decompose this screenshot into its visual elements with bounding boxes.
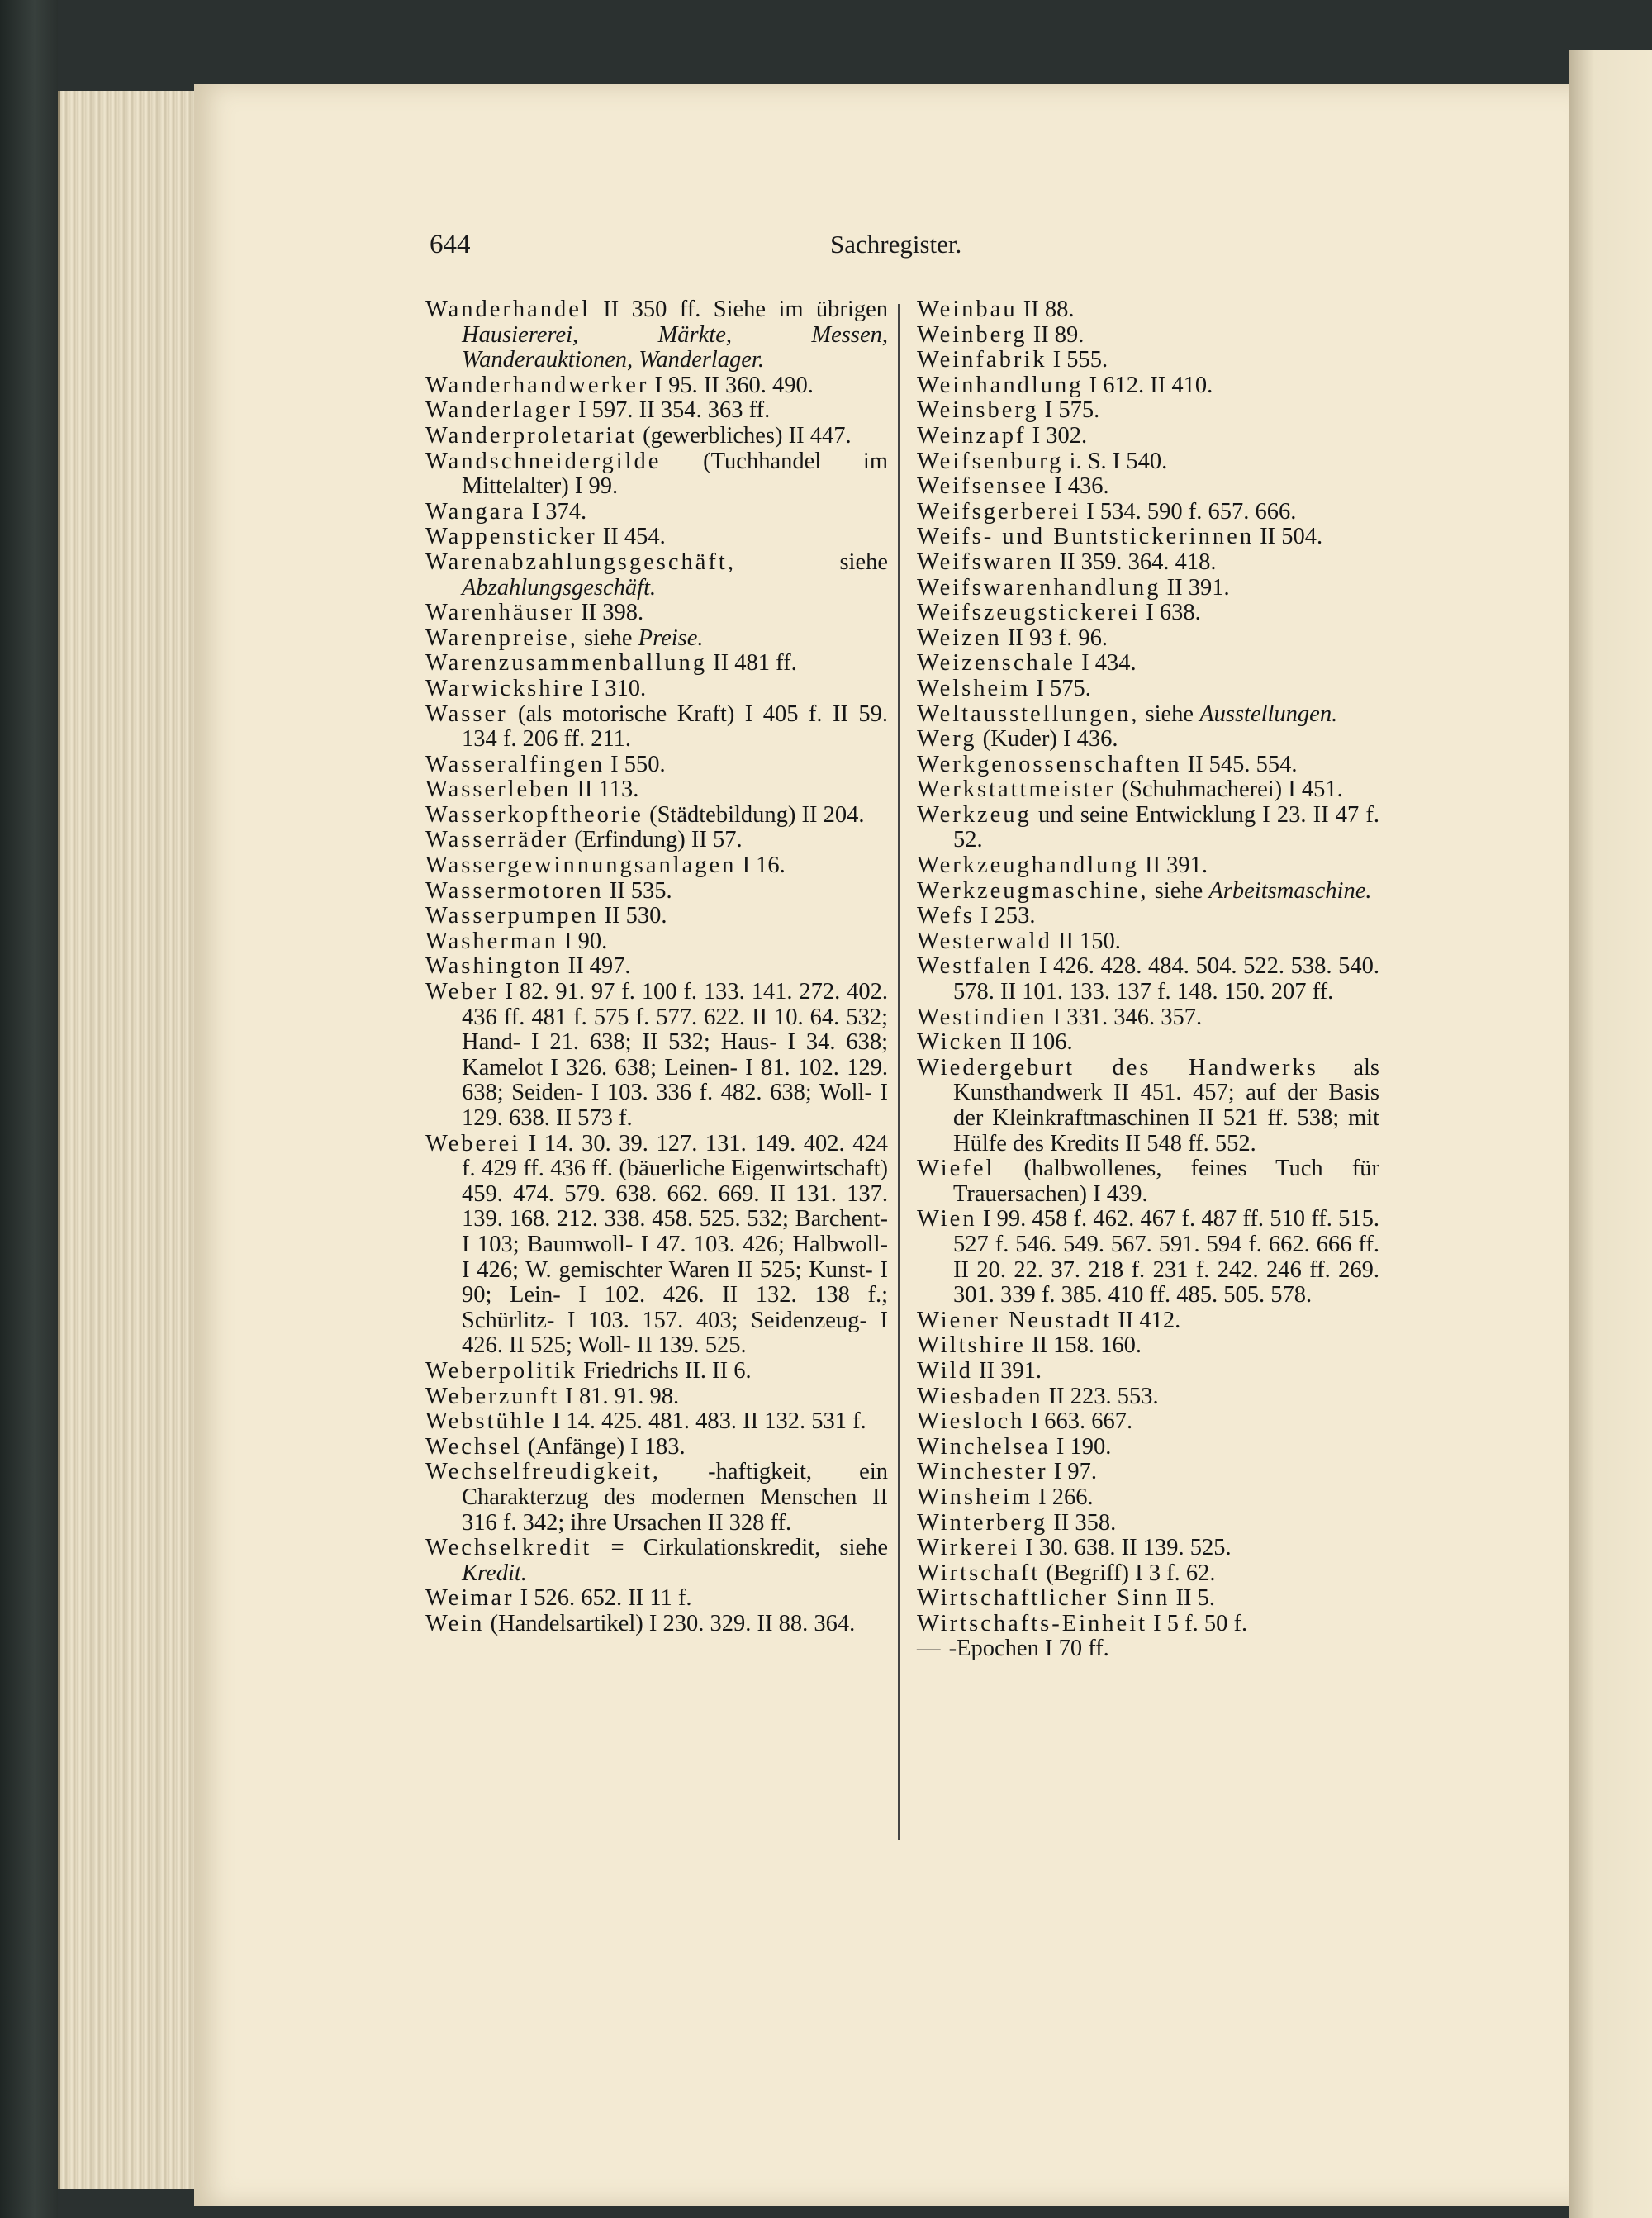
entry-headword: Wangara <box>425 498 526 525</box>
entry-references: (Schuhmacherei) I 451. <box>1115 777 1343 803</box>
entry-references: II 88. <box>1017 297 1075 322</box>
entry-headword: Weifswaren <box>917 549 1054 575</box>
index-entry <box>917 929 1379 955</box>
entry-headword: Wasserpumpen <box>425 903 599 929</box>
index-entry <box>917 1612 1379 1637</box>
entry-references: II 106. <box>1004 1029 1073 1056</box>
index-entry <box>917 1435 1379 1460</box>
index-entry <box>917 1384 1379 1410</box>
index-entry <box>917 879 1379 905</box>
entry-headword: Wiener Neustadt <box>917 1307 1113 1333</box>
index-entry <box>917 500 1379 525</box>
entry-references: I 426. 428. 484. 504. 522. 538. 540. 578. II 101. 133. 137 f. 148. 150. 207 ff. <box>953 953 1379 1005</box>
entry-crossref: Arbeitsmaschine. <box>1208 877 1372 904</box>
index-entry <box>917 753 1379 778</box>
entry-headword: Wirtschaft <box>917 1560 1041 1586</box>
index-entry <box>917 449 1379 475</box>
facing-page-gutter <box>1569 50 1652 2218</box>
index-entry <box>425 398 888 424</box>
index-entry <box>425 1359 888 1384</box>
entry-headword: Wicken <box>917 1029 1004 1056</box>
index-entry <box>425 550 888 601</box>
index-entry <box>425 879 888 905</box>
index-entry <box>917 803 1379 853</box>
entry-references: = Cirkulationskredit, siehe <box>591 1535 888 1561</box>
entry-references: -haftigkeit, ein Charakterzug des modernen Menschen II 316 f. 342; ihre Ursachen II 328 ff. <box>462 1459 888 1536</box>
index-entry <box>425 777 888 803</box>
entry-references: Friedrichs II. II 6. <box>577 1357 752 1384</box>
index-entry <box>425 702 888 753</box>
index-entry <box>917 904 1379 929</box>
entry-references: (Kuder) I 436. <box>976 726 1118 753</box>
index-entry <box>917 702 1379 728</box>
entry-references: I 190. <box>1050 1433 1112 1460</box>
entry-headword: Washerman <box>425 928 558 954</box>
index-entry <box>425 1435 888 1460</box>
index-entry <box>425 626 888 652</box>
index-entry <box>917 1460 1379 1485</box>
entry-references: II 223. 553. <box>1042 1383 1159 1409</box>
index-entry <box>425 297 888 373</box>
entry-references: I 663. 667. <box>1024 1408 1133 1435</box>
index-entry <box>917 1207 1379 1308</box>
entry-references: II 391. <box>1161 574 1230 601</box>
entry-references: I 526. 652. II 11 f. <box>514 1585 692 1612</box>
entry-references: (gewerbliches) II 447. <box>637 422 852 449</box>
entry-headword: Warenzusammenballung <box>425 650 708 677</box>
entry-references: und seine Entwicklung I 23. II 47 f. 52. <box>953 801 1379 853</box>
entry-references: I 612. II 410. <box>1083 372 1213 398</box>
entry-headword: Winchester <box>917 1459 1048 1485</box>
index-column-right <box>917 297 1379 1662</box>
index-entry <box>917 1333 1379 1359</box>
entry-references: I 14. 425. 481. 483. II 132. 531 f. <box>546 1408 866 1435</box>
index-entry <box>425 1536 888 1586</box>
index-entry <box>425 651 888 677</box>
entry-headword: Winterberg <box>917 1509 1048 1536</box>
index-entry <box>917 651 1379 677</box>
index-entry <box>917 1156 1379 1207</box>
entry-headword: Wefs <box>917 903 975 929</box>
entry-references: I 16. <box>736 853 786 879</box>
entry-references: II 530. <box>598 903 667 929</box>
entry-references: II 158. 160. <box>1025 1332 1142 1359</box>
entry-headword: Wanderproletariat <box>425 422 638 449</box>
book-cover-edge <box>0 0 58 2218</box>
index-entry <box>425 1132 888 1359</box>
entry-headword: Wechselkredit <box>425 1535 592 1561</box>
entry-headword: Wild <box>917 1357 973 1384</box>
entry-references: II 398. <box>575 600 644 626</box>
index-entry <box>425 904 888 929</box>
index-entry <box>917 373 1379 399</box>
entry-references: (als motorische Kraft) I 405 f. II 59. 134 f. 206 ff. 211. <box>462 701 888 753</box>
entry-references: I 534. 590 f. 657. 666. <box>1080 498 1297 525</box>
entry-references: II 358. <box>1047 1509 1117 1536</box>
entry-headword: Werkgenossenschaften <box>917 751 1182 777</box>
entry-references: I 555. <box>1047 347 1108 373</box>
index-entry <box>425 373 888 399</box>
entry-headword: Werkzeug <box>917 801 1032 828</box>
entry-headword: Warenabzahlungsgeschäft, <box>425 549 736 575</box>
index-entry <box>425 853 888 879</box>
index-entry <box>917 525 1379 550</box>
entry-headword: Westerwald <box>917 928 1052 954</box>
entry-headword: Wandschneidergilde <box>425 448 662 474</box>
entry-headword: Wanderlager <box>425 397 572 424</box>
entry-headword: Weberpolitik <box>425 1357 578 1384</box>
entry-references: I 550. <box>604 751 666 777</box>
entry-references: I 253. <box>974 903 1036 929</box>
entry-references: I 90. <box>558 928 608 954</box>
entry-headword: Wiefel <box>917 1156 995 1182</box>
entry-references: I 331. 346. 357. <box>1047 1004 1203 1030</box>
entry-headword: Wiedergeburt des Handwerks <box>917 1054 1318 1081</box>
entry-headword: Wechselfreudigkeit, <box>425 1459 661 1485</box>
entry-references: I 99. 458 f. 462. 467 f. 487 ff. 510 ff. 515. 527 f. 546. 549. 567. 591. 594 f. 662. 666 ff. II 20. 22. 37. 218 f. 231 f. 242. 246 ff. 269. 301. 339 f. 385. 410 ff. 485. 505. 578. <box>953 1206 1379 1308</box>
entry-references: II 5. <box>1170 1585 1216 1612</box>
entry-references: I 436. <box>1048 473 1109 500</box>
entry-references: II 545. 554. <box>1181 751 1298 777</box>
entry-references: II 412. <box>1112 1307 1181 1333</box>
entry-references: II 454. <box>596 524 666 550</box>
index-entry <box>425 929 888 955</box>
entry-headword: Warenhäuser <box>425 600 576 626</box>
entry-references: I 266. <box>1032 1484 1094 1510</box>
entry-headword: Wasserkopftheorie <box>425 801 643 828</box>
entry-references: I 575. <box>1030 675 1091 701</box>
entry-headword: Weinzapf <box>917 422 1027 449</box>
entry-headword: Werg <box>917 726 977 753</box>
entry-crossref: Hausiererei, Märkte, Messen, Wanderauktionen, Wanderlager. <box>462 321 888 373</box>
entry-references: I 597. II 354. 363 ff. <box>572 397 771 424</box>
entry-headword: Weifszeugstickerei <box>917 600 1141 626</box>
entry-references: II 391. <box>1138 853 1208 879</box>
index-entry <box>425 753 888 778</box>
entry-references: (Anfänge) I 183. <box>521 1433 686 1460</box>
entry-headword: Webstühle <box>425 1408 547 1435</box>
entry-references: II 93 f. 96. <box>1001 625 1108 651</box>
entry-headword: Westindien <box>917 1004 1047 1030</box>
index-entry <box>917 1005 1379 1031</box>
entry-references: I 310. <box>585 675 647 701</box>
entry-headword: Wasser <box>425 701 508 727</box>
entry-references: I 81. 91. 98. <box>559 1383 680 1409</box>
entry-references: I 374. <box>525 498 587 525</box>
index-column-left <box>425 297 888 1636</box>
entry-references: siehe <box>735 549 888 575</box>
index-entry <box>425 424 888 449</box>
entry-references: I 82. 91. 97 f. 100 f. 133. 141. 272. 402. 436 ff. 481 f. 575 f. 577. 622. II 10. 64. 532; Hand- I 21. 638; II 532; Haus- I 34. 638; Kamelot I 326. 638; Leinen- I 81. 102. 129. 638; Seiden- I 103. 336 f. 482. 638; Woll- I 129. 638. II 573 f. <box>462 979 888 1131</box>
entry-references: I 30. 638. II 139. 525. <box>1019 1535 1232 1561</box>
entry-headword: Wasseralfingen <box>425 751 605 777</box>
entry-crossref: Ausstellungen. <box>1199 701 1338 727</box>
index-entry <box>917 677 1379 702</box>
entry-references: I 575. <box>1038 397 1100 424</box>
entry-references: I 5 f. 50 f. <box>1147 1610 1248 1636</box>
entry-headword: Wirtschaftlicher Sinn <box>917 1585 1170 1612</box>
index-entry <box>917 853 1379 879</box>
entry-headword: Wappensticker <box>425 524 597 550</box>
entry-references: II 391. <box>972 1357 1042 1384</box>
index-entry <box>425 449 888 500</box>
index-entry <box>917 1511 1379 1536</box>
entry-references: siehe <box>577 625 638 651</box>
entry-headword: Washington <box>425 953 563 980</box>
index-entry <box>425 954 888 980</box>
index-entry <box>917 576 1379 601</box>
entry-crossref: Kredit. <box>462 1560 527 1586</box>
entry-references: II 481 ff. <box>707 650 797 677</box>
index-entry <box>917 626 1379 652</box>
entry-headword: Weltausstellungen, <box>917 701 1140 727</box>
index-entry <box>917 1056 1379 1156</box>
index-entry <box>425 1384 888 1410</box>
entry-references: II 350 ff. Siehe im übrigen <box>590 297 888 322</box>
entry-headword: Weinfabrik <box>917 347 1047 373</box>
entry-headword: Wanderhandel <box>425 297 591 322</box>
index-entry <box>917 550 1379 576</box>
index-entry <box>425 1409 888 1435</box>
entry-headword: Wassermotoren <box>425 877 604 904</box>
entry-headword: Warenpreise, <box>425 625 578 651</box>
index-entry <box>917 1030 1379 1056</box>
entry-headword: Weimar <box>425 1585 515 1612</box>
index-entry <box>917 424 1379 449</box>
entry-headword: Wirtschafts-Einheit <box>917 1610 1148 1636</box>
entry-references: I 302. <box>1026 422 1088 449</box>
index-entry <box>917 323 1379 349</box>
entry-references: siehe <box>1148 877 1209 904</box>
index-entry <box>917 398 1379 424</box>
entry-headword: Weifs- und Buntstickerinnen <box>917 524 1254 550</box>
index-entry <box>425 1586 888 1612</box>
entry-references: I 434. <box>1075 650 1137 677</box>
index-entry <box>917 954 1379 1005</box>
index-entry <box>425 828 888 853</box>
entry-headword: Wein <box>425 1610 485 1636</box>
entry-references: I 638. <box>1140 600 1201 626</box>
entry-references: II 504. <box>1253 524 1323 550</box>
index-entry <box>917 1586 1379 1612</box>
entry-headword: Wien <box>917 1206 977 1232</box>
entry-references: II 113. <box>571 777 639 803</box>
entry-headword: Wanderhandwerker <box>425 372 649 398</box>
entry-references: (Handelsartikel) I 230. 329. II 88. 364. <box>484 1610 856 1636</box>
entry-references: I 97. <box>1047 1459 1098 1485</box>
column-divider <box>898 304 900 1840</box>
entry-headword: Werkzeugmaschine, <box>917 877 1149 904</box>
running-title: Sachregister. <box>830 230 962 259</box>
index-entry <box>425 525 888 550</box>
entry-references: (Erfindung) II 57. <box>568 827 743 853</box>
entry-headword: Weizen <box>917 625 1002 651</box>
entry-headword: Wechsel <box>425 1433 522 1460</box>
index-entry <box>425 1612 888 1637</box>
entry-references: i. S. I 540. <box>1063 448 1168 474</box>
entry-headword: Weberei <box>425 1130 521 1156</box>
index-entry <box>425 601 888 626</box>
index-entry <box>917 1308 1379 1334</box>
entry-references: (Begriff) I 3 f. 62. <box>1040 1560 1216 1586</box>
entry-headword: Wiesloch <box>917 1408 1025 1435</box>
entry-headword: Weber <box>425 979 499 1005</box>
index-entry <box>425 980 888 1132</box>
entry-references: II 535. <box>603 877 672 904</box>
entry-references: I 14. 30. 39. 127. 131. 149. 402. 424 f. 429 ff. 436 ff. (bäuerliche Eigenwirtschaft) 459. 474. 579. 638. 662. 669. II 131. 137. 139. 168. 212. 338. 458. 525. 532; Barchent- I 103; Baumwoll- I 47. 103. 426; Halbwoll- I 426; W. gemischter Waren II 525; Kunst- I 90; Lein- I 102. 426. II 132. 138 f.; Schürlitz- I 103. 157. 403; Seidenzeug- I 426. II 525; Woll- II 139. 525. <box>462 1130 888 1359</box>
entry-headword: Wassergewinnungsanlagen <box>425 853 737 879</box>
entry-headword: — <box>917 1636 943 1662</box>
entry-headword: Weifsgerberei <box>917 498 1081 525</box>
index-entry <box>917 601 1379 626</box>
entry-headword: Wiesbaden <box>917 1383 1043 1409</box>
index-entry <box>917 1636 1379 1662</box>
page-number: 644 <box>430 230 471 259</box>
entry-headword: Weinsberg <box>917 397 1039 424</box>
index-entry <box>917 1485 1379 1511</box>
entry-references: als Kunsthandwerk II 451. 457; auf der Basis der Kleinkraftmaschinen II 521 ff. 538; mit Hülfe des Kredits II 548 ff. 552. <box>953 1054 1379 1156</box>
entry-headword: Welsheim <box>917 675 1031 701</box>
entry-headword: Weifswarenhandlung <box>917 574 1161 601</box>
entry-headword: Warwickshire <box>425 675 586 701</box>
entry-headword: Werkzeughandlung <box>917 853 1139 879</box>
entry-references: (halbwollenes, feines Tuch für Trauersachen) I 439. <box>953 1156 1379 1207</box>
entry-headword: Weifsensee <box>917 473 1049 500</box>
index-entry <box>917 1561 1379 1587</box>
entry-headword: Weinbau <box>917 297 1018 322</box>
index-entry <box>917 1536 1379 1561</box>
entry-crossref: Abzahlungsgeschäft. <box>462 574 657 601</box>
index-entry <box>917 1409 1379 1435</box>
page-stack-edges <box>58 91 197 2189</box>
index-entry <box>917 777 1379 803</box>
entry-headword: Winsheim <box>917 1484 1033 1510</box>
entry-headword: Weifsenburg <box>917 448 1064 474</box>
entry-headword: Weinhandlung <box>917 372 1084 398</box>
entry-headword: Winchelsea <box>917 1433 1051 1460</box>
entry-crossref: Preise. <box>638 625 704 651</box>
entry-references: II 359. 364. 418. <box>1053 549 1217 575</box>
entry-references: (Städtebildung) II 204. <box>643 801 865 828</box>
entry-headword: Weinberg <box>917 321 1028 348</box>
entry-headword: Wirkerei <box>917 1535 1020 1561</box>
entry-references: siehe <box>1139 701 1200 727</box>
index-entry <box>425 500 888 525</box>
entry-references: II 150. <box>1051 928 1121 954</box>
entry-references: I 95. II 360. 490. <box>648 372 814 398</box>
index-entry <box>917 297 1379 323</box>
entry-headword: Westfalen <box>917 953 1033 980</box>
entry-references: II 497. <box>562 953 631 980</box>
entry-headword: Wiltshire <box>917 1332 1026 1359</box>
entry-references: -Epochen I 70 ff. <box>942 1636 1109 1662</box>
entry-headword: Weizenschale <box>917 650 1075 677</box>
index-entry <box>425 677 888 702</box>
entry-references: (Tuchhandel im Mittelalter) I 99. <box>462 448 888 500</box>
index-entry <box>917 727 1379 753</box>
index-entry <box>917 1359 1379 1384</box>
index-entry <box>425 1460 888 1536</box>
index-entry <box>917 348 1379 373</box>
entry-headword: Weberzunft <box>425 1383 560 1409</box>
entry-headword: Wasserräder <box>425 827 569 853</box>
index-entry <box>425 803 888 829</box>
index-entry <box>917 474 1379 500</box>
page-header <box>430 230 1388 271</box>
entry-references: II 89. <box>1027 321 1085 348</box>
entry-headword: Wasserleben <box>425 777 572 803</box>
entry-headword: Werkstattmeister <box>917 777 1116 803</box>
